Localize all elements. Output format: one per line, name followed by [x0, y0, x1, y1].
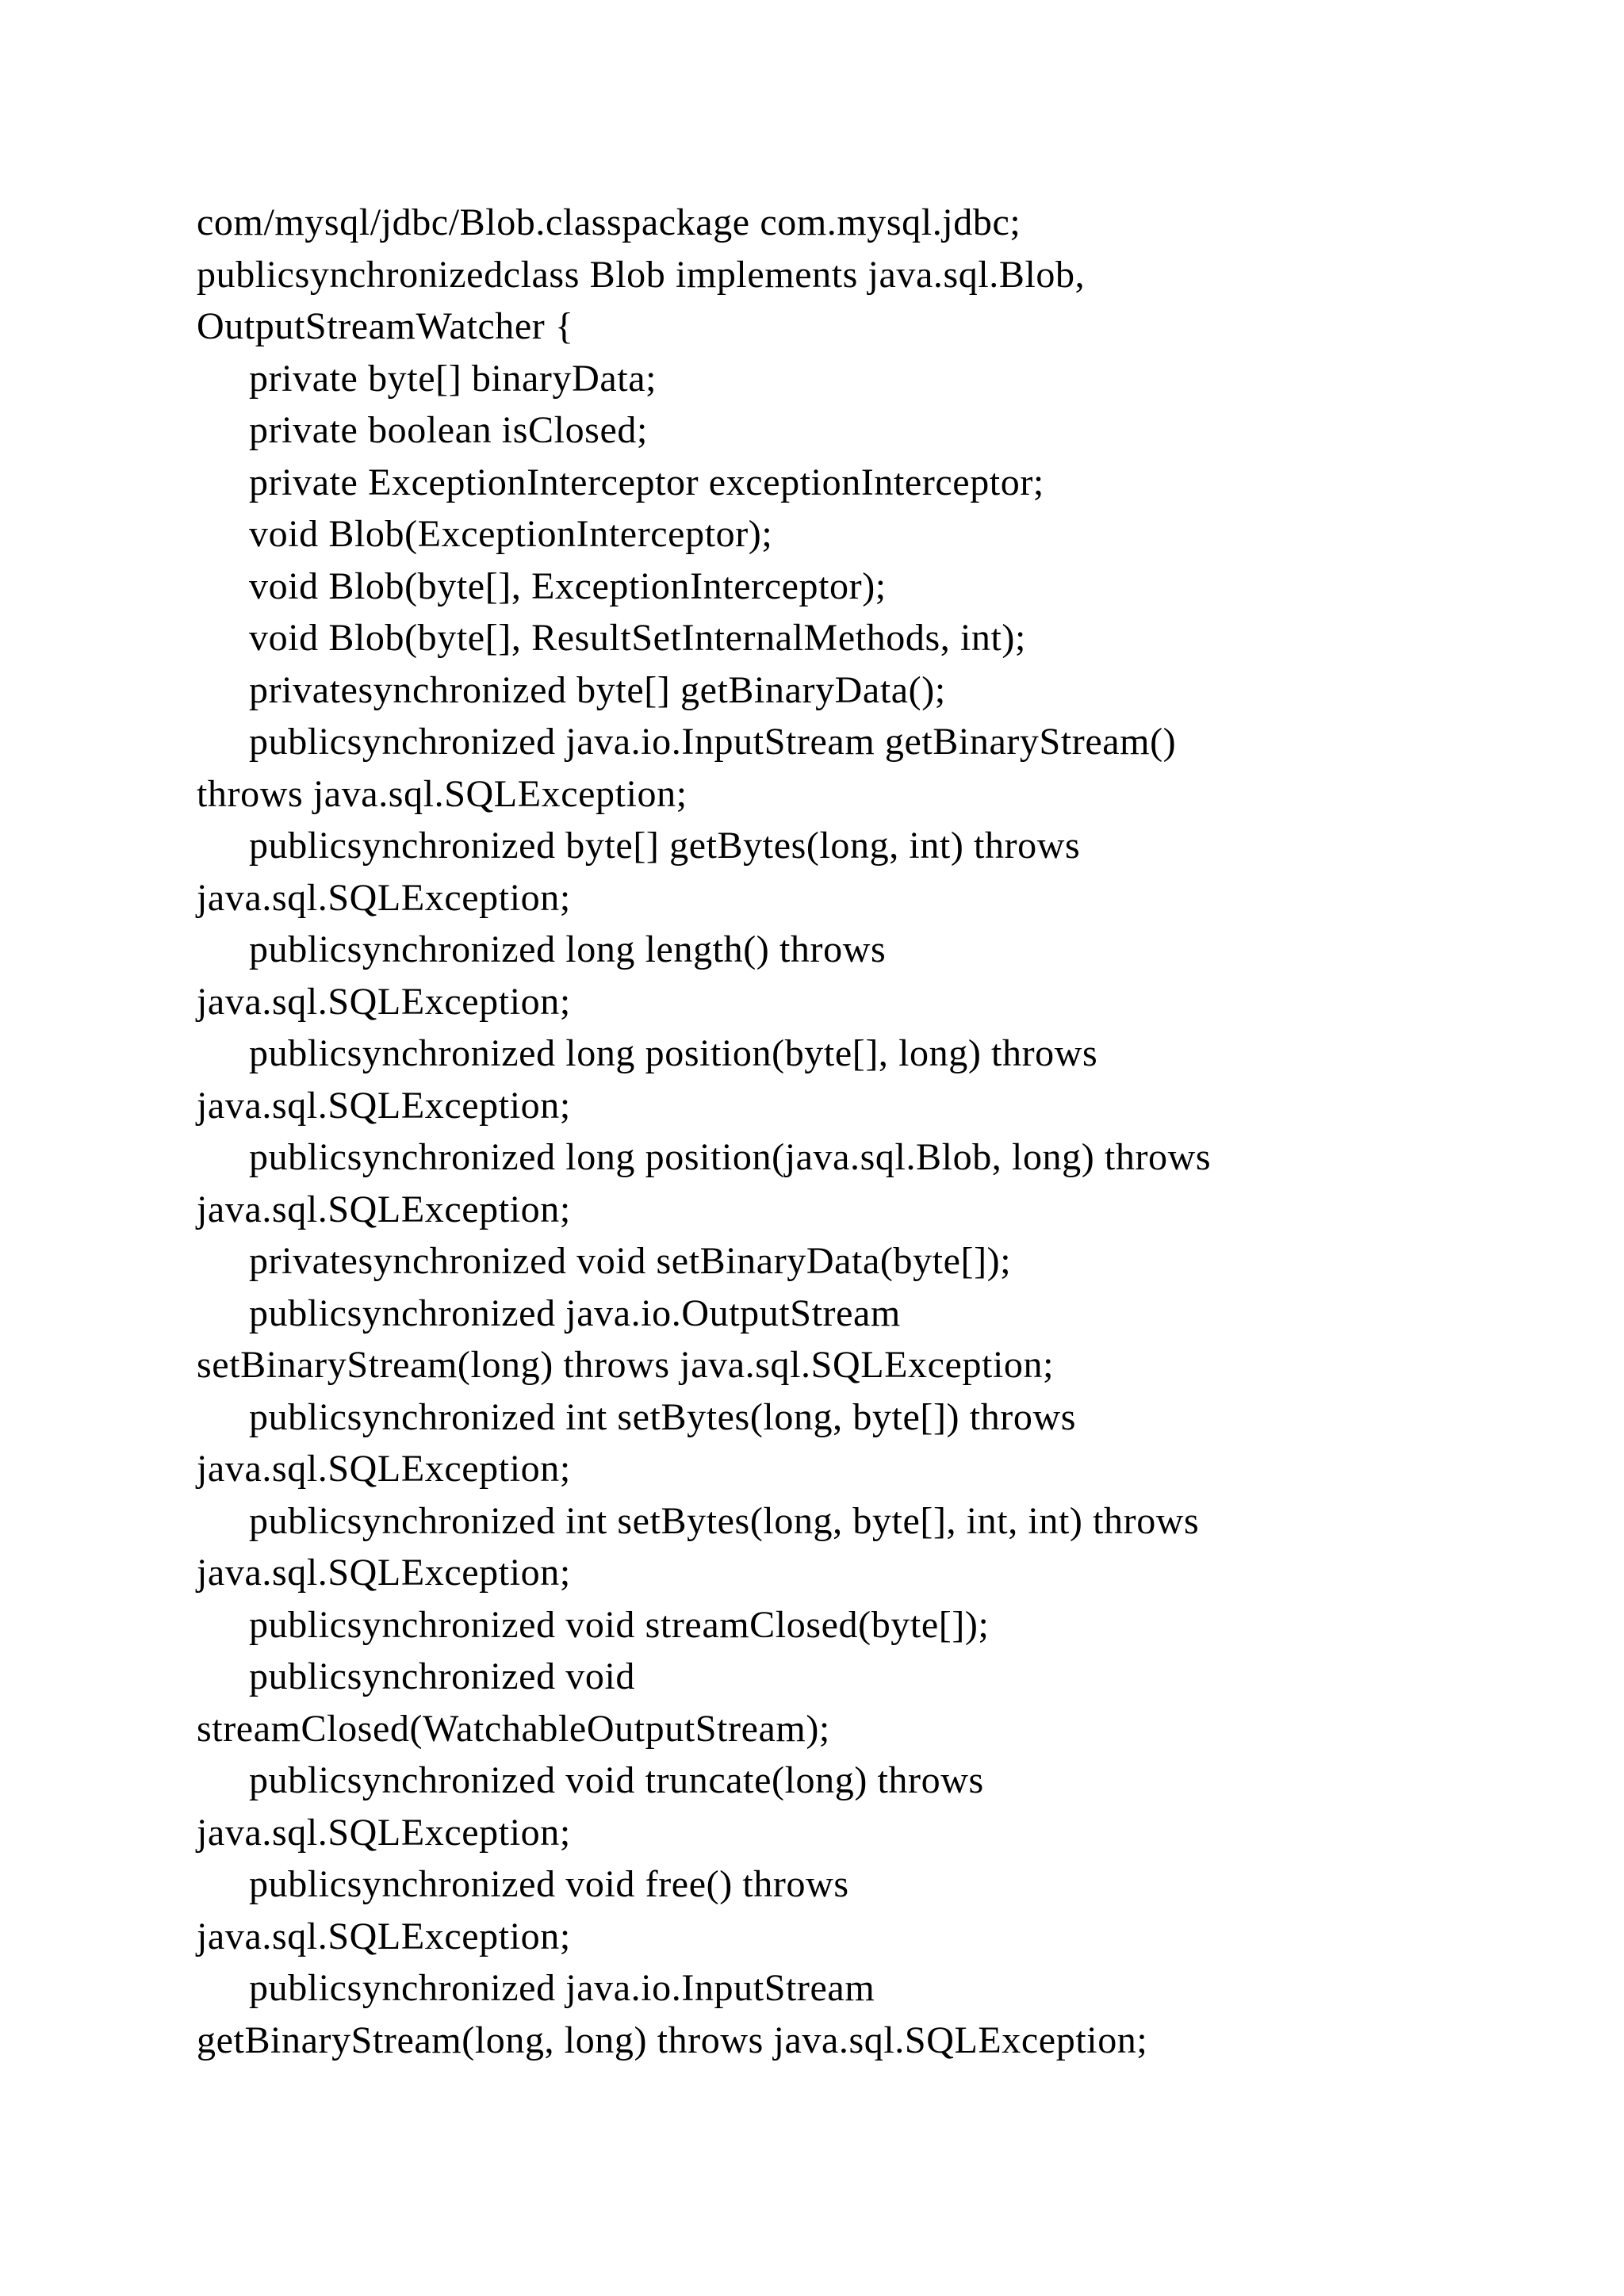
text-line: publicsynchronized int setBytes(long, byte[], int, int) throws: [249, 1499, 1200, 1542]
text-line: java.sql.SQLException;: [197, 1811, 571, 1854]
text-line: java.sql.SQLException;: [197, 980, 571, 1023]
text-line: throws java.sql.SQLException;: [197, 772, 688, 815]
text-line: publicsynchronized long length() throws: [249, 928, 887, 970]
text-line: publicsynchronized void streamClosed(byte[]);: [249, 1603, 990, 1646]
text-line: java.sql.SQLException;: [197, 1552, 571, 1594]
text-line: privatesynchronized void setBinaryData(byte[]);: [249, 1240, 1012, 1282]
text-line: publicsynchronized long position(byte[], long) throws: [249, 1032, 1098, 1074]
text-line: publicsynchronized long position(java.sql.Blob, long) throws: [249, 1136, 1212, 1178]
text-line: java.sql.SQLException;: [197, 1448, 571, 1490]
text-line: publicsynchronized int setBytes(long, byte[]) throws: [249, 1395, 1076, 1438]
text-line: java.sql.SQLException;: [197, 1915, 571, 1957]
text-line: java.sql.SQLException;: [197, 1084, 571, 1127]
text-line: publicsynchronized java.io.OutputStream: [249, 1292, 901, 1334]
text-line: java.sql.SQLException;: [197, 876, 571, 919]
text-line: publicsynchronized java.io.InputStream: [249, 1967, 875, 2009]
text-line: privatesynchronized byte[] getBinaryData();: [249, 668, 946, 711]
text-line: private byte[] binaryData;: [249, 357, 657, 400]
document-body-text: [197, 197, 1545, 2066]
text-line: streamClosed(WatchableOutputStream);: [197, 1707, 830, 1750]
text-line: publicsynchronized byte[] getBytes(long, int) throws: [249, 825, 1081, 867]
text-line: void Blob(byte[], ExceptionInterceptor);: [249, 564, 887, 607]
text-line: java.sql.SQLException;: [197, 1188, 571, 1230]
text-line: publicsynchronized java.io.InputStream getBinaryStream(): [249, 721, 1177, 763]
text-line: void Blob(byte[], ResultSetInternalMethods, int);: [249, 617, 1026, 659]
text-line: private ExceptionInterceptor exceptionInterceptor;: [249, 461, 1044, 503]
text-line: publicsynchronized void free() throws: [249, 1863, 849, 1905]
text-line: publicsynchronizedclass Blob implements java.sql.Blob,: [197, 253, 1086, 296]
text-line: setBinaryStream(long) throws java.sql.SQLException;: [197, 1344, 1055, 1386]
text-line: publicsynchronized void: [249, 1655, 636, 1697]
text-line: private boolean isClosed;: [249, 409, 648, 451]
text-line: void Blob(ExceptionInterceptor);: [249, 513, 773, 555]
text-line: OutputStreamWatcher {: [197, 305, 574, 347]
text-line: getBinaryStream(long, long) throws java.sql.SQLException;: [197, 2019, 1148, 2061]
text-line: com/mysql/jdbc/Blob.classpackage com.mysql.jdbc;: [197, 201, 1021, 243]
text-line: publicsynchronized void truncate(long) throws: [249, 1759, 984, 1801]
